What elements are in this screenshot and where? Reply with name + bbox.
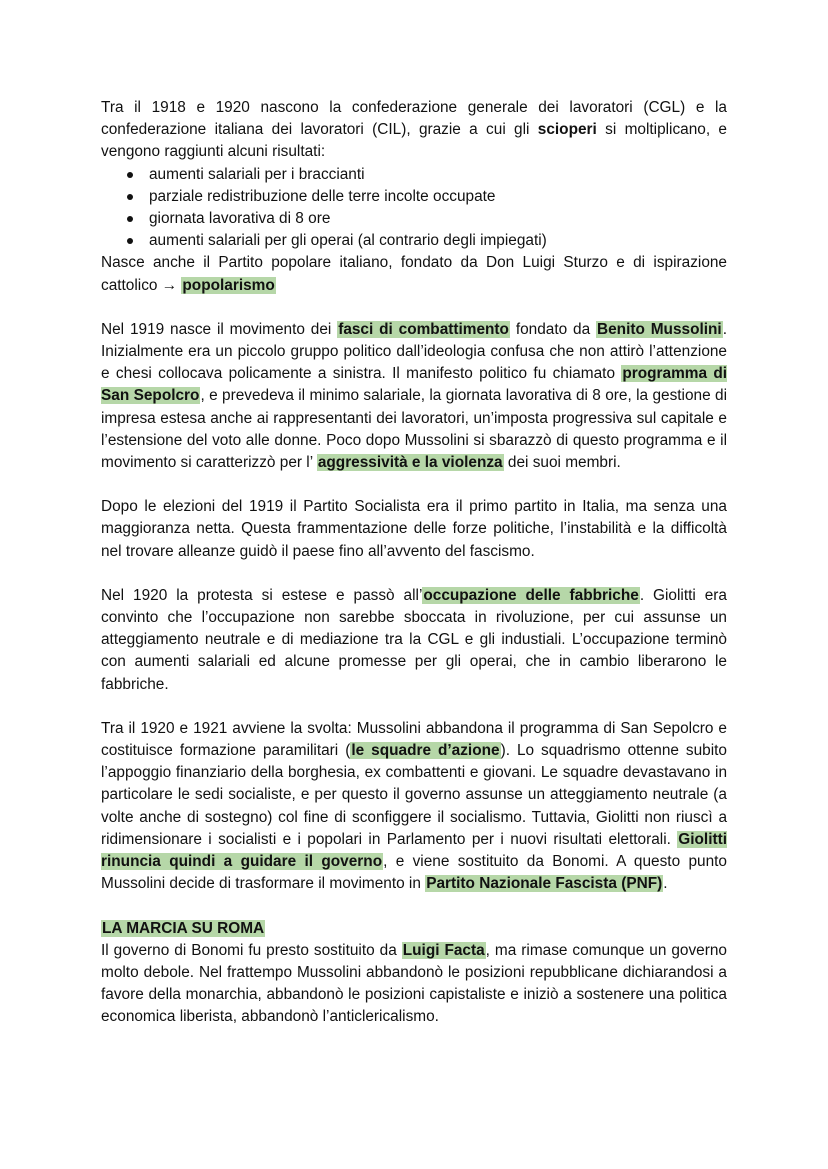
text: Dopo le elezioni del 1919 il Partito Socialista era il primo partito in Italia, ma senza una maggioranza netta. Questa frammentazione delle forze politiche, l’instabilità e la difficoltà nel trovare alleanze guidò il paese fino all’avvento del fascismo. (101, 498, 727, 560)
highlighted-term: popolarismo (182, 276, 275, 294)
results-list (101, 164, 727, 253)
bullet-icon (127, 172, 133, 178)
list-item (149, 230, 727, 252)
highlighted-term: le squadre d’azione (351, 742, 500, 760)
text: dei suoi membri. (503, 454, 621, 472)
list-item (149, 186, 727, 208)
text: ). Lo squadrismo ottenne subito l’appoggio finanziario della borghesia, ex combattenti e giovani. Le squadre devastavano in particolare le sedi socialiste, e per questo il governo assunse un atteggiamento neutrale (a volte anche di sostegno) col fine di sconfiggere il socialismo. Tuttavia, Giolitti non riuscì a ridimensionare i socialisti e i popolari in Parlamento per i nuovi risultati elettorali. (101, 742, 727, 848)
paragraph-elections (101, 496, 727, 563)
highlighted-term: Giolitti rinuncia quindi a guidare il governo (101, 830, 727, 871)
highlighted-term: fasci di combattimento (338, 320, 509, 338)
list-item-text: aumenti salariali per gli operai (al contrario degli impiegati) (149, 232, 547, 250)
text: , ma rimase comunque un governo molto debole. Nel frattempo Mussolini abbandonò le posizioni repubblicane dichiarandosi a favore della monarchia, abbandonò le posizioni capistaliste e iniziò a sostenere una politica economica liberista, abbandonò l’anticlericalismo. (101, 941, 727, 1026)
text: . Inizialmente era un piccolo gruppo politico dall’ideologia confusa che non attirò l’attenzione e chesi collocava policamente a sinistra. Il manifesto politico fu chiamato (101, 320, 727, 383)
list-item (149, 208, 727, 230)
bullet-icon (127, 238, 133, 244)
list-item (149, 164, 727, 186)
text: , e viene sostituito da Bonomi. A questo punto Mussolini decide di trasformare il movimento in (101, 853, 727, 893)
bullet-icon (127, 216, 133, 222)
bold-term: scioperi (537, 121, 597, 139)
heading-text: LA MARCIA SU ROMA (102, 919, 265, 937)
paragraph-fasci (101, 319, 727, 474)
text: . (663, 875, 668, 893)
text: Tra il 1918 e 1920 nascono la confederazione generale dei lavoratori (CGL) e la confederazione italiana dei lavoratori (CIL), grazie a cui gli (101, 99, 727, 139)
text: si moltiplicano, e vengono raggiunti alcuni risultati: (101, 121, 727, 161)
highlighted-term: aggressività e la violenza (317, 454, 503, 472)
highlighted-term: Partito Nazionale Fascista (PNF) (426, 875, 663, 893)
paragraph-unions (101, 97, 727, 164)
spacer (101, 474, 727, 496)
paragraph-factories (101, 585, 727, 696)
text: Nasce anche il Partito popolare italiano, fondato da Don Luigi Sturzo e di ispirazione cattolico → (101, 254, 727, 294)
text: , e prevedeva il minimo salariale, la giornata lavorativa di 8 ore, la gestione di impresa estesa anche ai rappresentanti dei lavoratori, un’imposta progressiva sul capitale e l’estensione del voto alle donne. Poco dopo Mussolini si sbarazzò di questo programma e il movimento si caratterizzò per l’ (101, 387, 727, 472)
spacer (101, 563, 727, 585)
paragraph-popular-party (101, 252, 727, 296)
bullet-icon (127, 194, 133, 200)
list-item-text: giornata lavorativa di 8 ore (149, 210, 331, 228)
spacer (101, 297, 727, 319)
text: Tra il 1920 e 1921 avviene la svolta: Mussolini abbandona il programma di San Sepolcro e costituisce formazione paramilitari ( (101, 719, 727, 760)
text: Nel 1920 la protesta si estese e passò all’ (101, 586, 423, 604)
list-item-text: parziale redistribuzione delle terre incolte occupate (149, 187, 496, 205)
list-item-text: aumenti salariali per i braccianti (149, 165, 365, 183)
spacer (101, 896, 727, 918)
highlighted-term: Benito Mussolini (597, 320, 722, 338)
highlighted-term: programma di San Sepolcro (101, 365, 728, 405)
section-heading (101, 918, 727, 940)
text: fondato da (509, 320, 596, 338)
text: Nel 1919 nasce il movimento dei (101, 320, 338, 338)
text: Il governo di Bonomi fu presto sostituito da (101, 941, 402, 959)
spacer (101, 696, 727, 718)
paragraph-squadrismo (101, 718, 727, 896)
highlighted-term: Luigi Facta (402, 941, 485, 959)
paragraph-march-on-rome (101, 940, 727, 1029)
highlighted-term: occupazione delle fabbriche (423, 586, 639, 604)
text: . Giolitti era convinto che l’occupazione non sarebbe sboccata in rivoluzione, per cui assunse un atteggiamento neutrale e di mediazione tra la CGL e gli industiali. L’occupazione terminò con aumenti salariali ed alcune promesse per gli operai, che in cambio liberarono le fabbriche. (101, 586, 727, 693)
